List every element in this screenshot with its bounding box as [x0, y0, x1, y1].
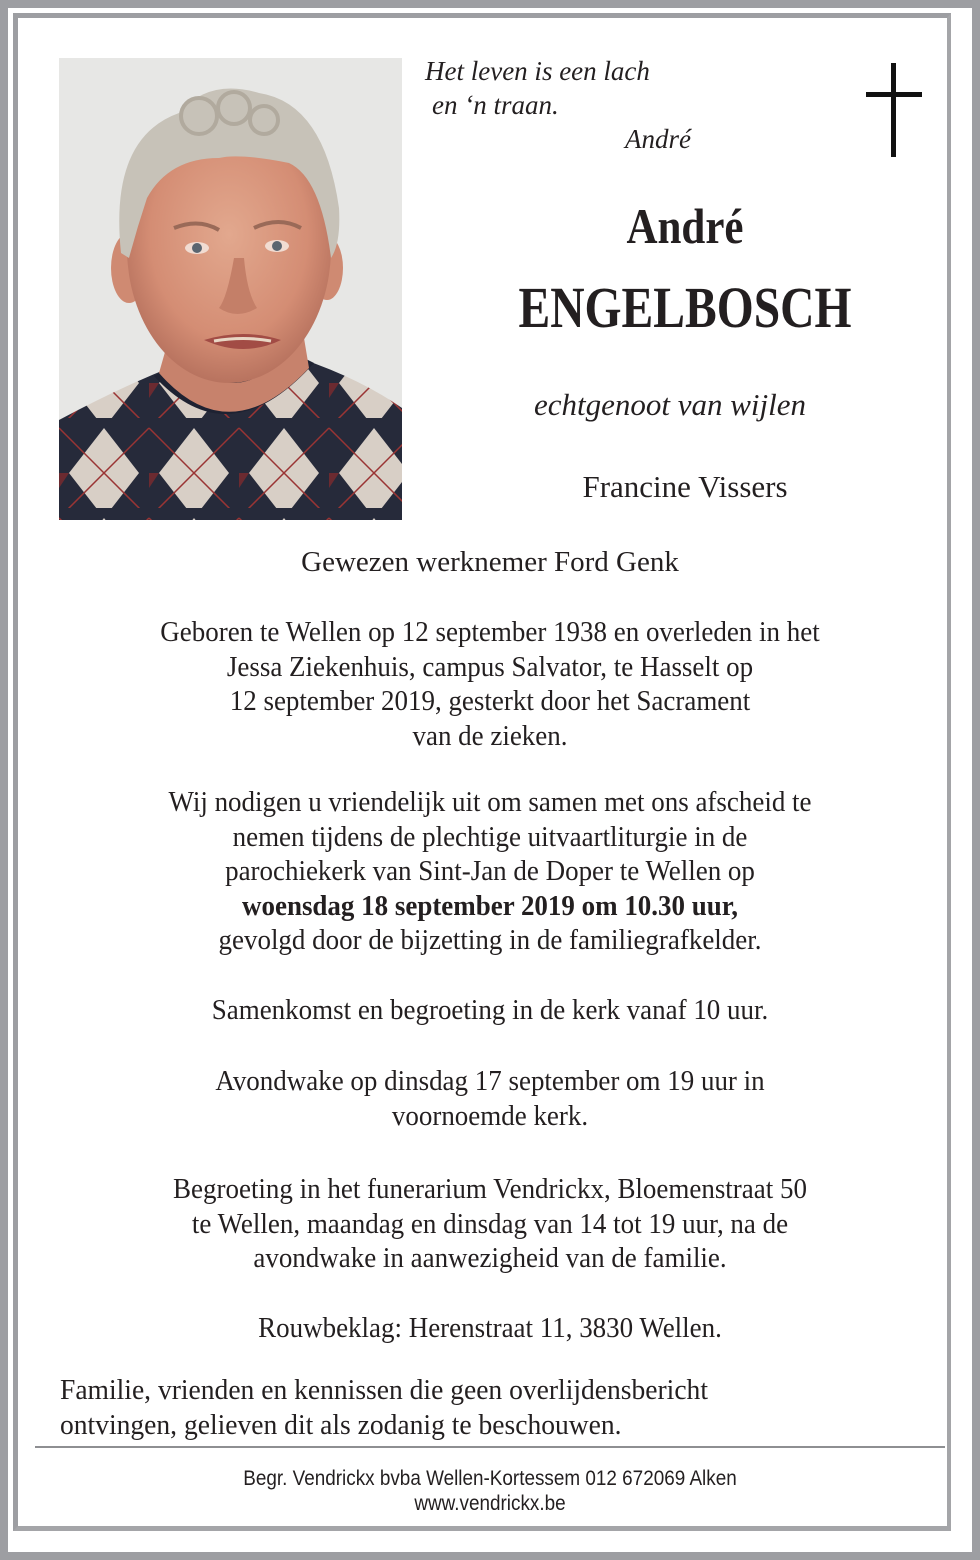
occupation-text: Gewezen werknemer Ford Genk — [301, 546, 679, 578]
quote-line-2: en ‘n traan. — [432, 90, 559, 120]
condolence-address: Rouwbeklag: Herenstraat 11, 3830 Wellen. — [258, 1312, 722, 1344]
family-note-paragraph — [60, 1373, 896, 1442]
text-line: Avondwake op dinsdag 17 september om 19 uur in — [215, 1065, 765, 1097]
text-line: Geboren te Wellen op 12 september 1938 en overleden in het — [160, 616, 820, 648]
visitation-paragraph — [72, 1172, 909, 1276]
wake-paragraph — [72, 1064, 909, 1133]
funeral-invitation-paragraph — [72, 785, 909, 958]
text-line: 12 september 2019, gesterkt door het Sacrament — [229, 685, 751, 717]
gathering-text: Samenkomst en begroeting in de kerk vanaf 10 uur. — [211, 994, 769, 1026]
epitaph-quote — [425, 54, 691, 156]
text-line: ontvingen, gelieven dit als zodanig te beschouwen. — [60, 1408, 622, 1441]
spouse-name: Francine Vissers — [582, 469, 788, 504]
quote-line-1: Het leven is een lach — [425, 56, 650, 86]
text-line: Jessa Ziekenhuis, campus Salvator, te Hasselt op — [226, 650, 754, 683]
text-line: te Wellen, maandag en dinsdag van 14 tot 19 uur, na de — [191, 1207, 789, 1240]
text-line: Familie, vrienden en kennissen die geen overlijdensbericht — [60, 1374, 709, 1406]
portrait-photo — [59, 58, 402, 520]
deceased-first-name: André — [626, 198, 744, 254]
text-line: parochiekerk van Sint-Jan de Doper te Wellen op — [225, 855, 755, 887]
text-line: Begroeting in het funerarium Vendrickx, Bloemenstraat 50 — [173, 1173, 807, 1205]
footer-divider — [35, 1446, 945, 1448]
text-line: gevolgd door de bijzetting in de familiegrafkelder. — [218, 924, 762, 956]
cross-icon — [866, 63, 922, 157]
text-line: nemen tijdens de plechtige uitvaartliturgie in de — [232, 820, 748, 853]
funeral-home-info: Begr. Vendrickx bvba Wellen-Kortessem 012 672069 Alken — [243, 1467, 737, 1490]
text-line: Wij nodigen u vriendelijk uit om samen met ons afscheid te — [168, 786, 812, 818]
quote-signature: André — [625, 124, 691, 154]
portrait-image — [59, 58, 402, 520]
text-line: voornoemde kerk. — [391, 1099, 589, 1132]
text-line: van de zieken. — [412, 719, 568, 752]
birth-death-paragraph — [72, 615, 909, 753]
funeral-date-time: woensdag 18 september 2019 om 10.30 uur, — [242, 889, 738, 922]
deceased-last-name: ENGELBOSCH — [518, 275, 852, 340]
funeral-home-website[interactable]: www.vendrickx.be — [414, 1492, 566, 1515]
spouse-label: echtgenoot van wijlen — [533, 387, 807, 422]
text-line: avondwake in aanwezigheid van de familie. — [253, 1242, 727, 1274]
